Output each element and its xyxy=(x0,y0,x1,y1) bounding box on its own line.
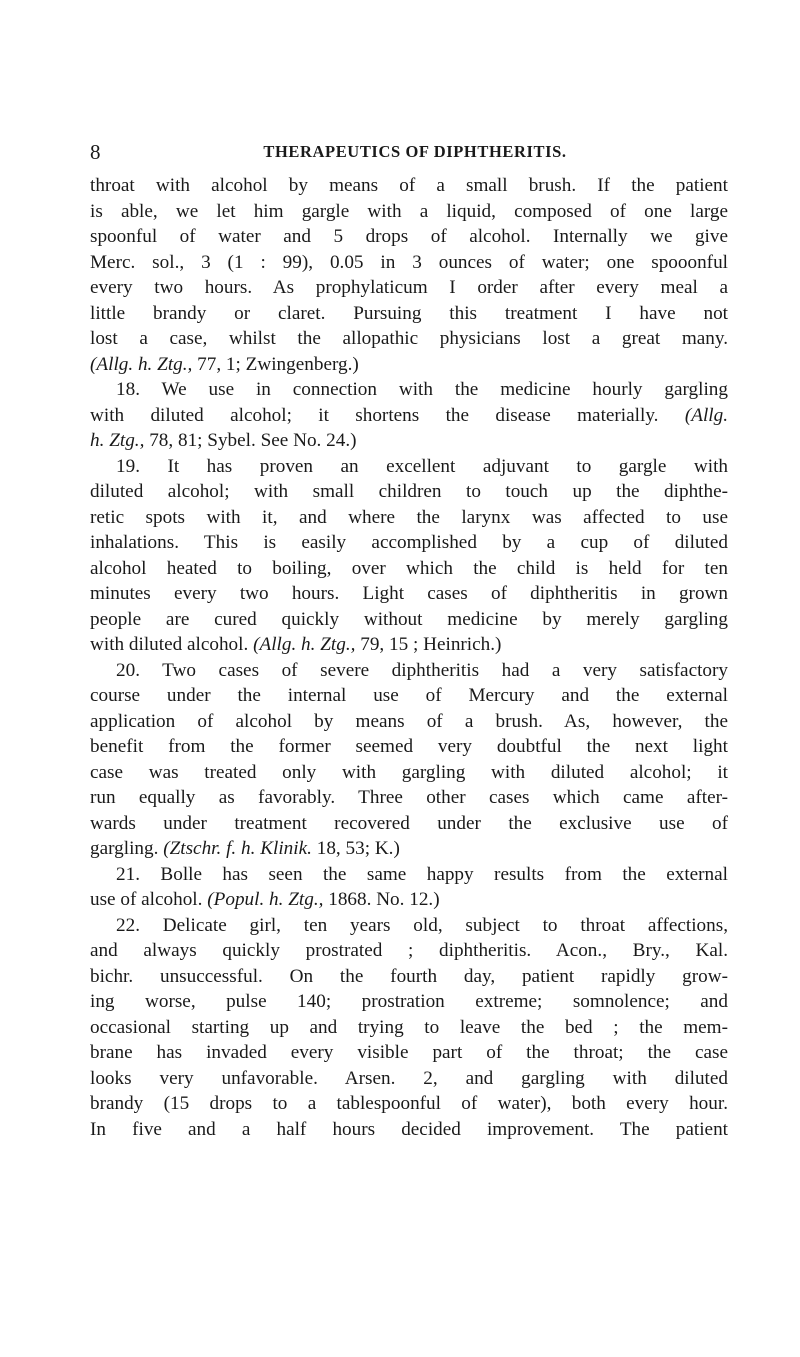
text-span: little brandy or claret. Pursuing this treatment I have not xyxy=(90,302,728,324)
text-span: 78, 81; Sybel. See No. 24.) xyxy=(144,430,357,451)
text-span: inhalations. This is easily accomplished by a cup of diluted xyxy=(90,532,728,553)
text-span: every two hours. As prophylaticum I order after every meal a xyxy=(90,277,728,298)
text-line xyxy=(90,556,728,582)
text-line xyxy=(90,352,728,378)
text-line xyxy=(90,1091,728,1117)
text-span: with diluted alcohol; it shortens the disease materially. xyxy=(90,404,685,426)
text-line xyxy=(90,683,728,709)
text-line xyxy=(90,632,728,658)
text-span: 22. Delicate girl, ten years old, subject to throat affections, xyxy=(116,914,728,936)
text-span: In five and a half hours decided improvement. The patient xyxy=(90,1118,728,1140)
text-span: and always quickly prostrated ; diphtheritis. Acon., Bry., Kal. xyxy=(90,940,728,961)
page-number: 8 xyxy=(90,140,101,164)
text-line xyxy=(90,224,728,250)
text-span: people are cured quickly without medicine by merely gargling xyxy=(90,608,728,630)
text-line xyxy=(90,275,728,301)
text-line xyxy=(90,301,728,327)
text-span: application of alcohol by means of a brush. As, however, the xyxy=(90,710,728,732)
text-span: 21. Bolle has seen the same happy results from the external xyxy=(116,863,728,885)
text-line xyxy=(90,607,728,633)
text-line xyxy=(90,505,728,531)
text-line xyxy=(90,989,728,1015)
text-span: ing worse, pulse 140; prostration extreme; somnolence; and xyxy=(90,991,728,1012)
text-span: 20. Two cases of severe diphtheritis had a very satisfactory xyxy=(116,659,728,681)
text-line xyxy=(90,964,728,990)
text-span: run equally as favorably. Three other cases which came after- xyxy=(90,787,728,808)
text-line xyxy=(90,403,728,429)
text-span: spoonful of water and 5 drops of alcohol. Internally we give xyxy=(90,226,728,247)
text-line xyxy=(90,760,728,786)
text-span: alcohol heated to boiling, over which the child is held for ten xyxy=(90,557,728,579)
text-line xyxy=(90,454,728,480)
text-span: retic spots with it, and where the larynx was affected to use xyxy=(90,506,728,528)
text-line xyxy=(90,734,728,760)
text-span: 1868. No. 12.) xyxy=(323,889,440,910)
text-span: course under the internal use of Mercury and the external xyxy=(90,685,728,706)
text-line xyxy=(90,1066,728,1092)
text-line xyxy=(90,1117,728,1143)
text-line xyxy=(90,811,728,837)
text-span: lost a case, whilst the allopathic physicians lost a great many. xyxy=(90,328,728,349)
text-span: brandy (15 drops to a tablespoonful of water), both every hour. xyxy=(90,1093,728,1114)
text-line xyxy=(90,785,728,811)
text-line xyxy=(90,428,728,454)
text-span: Merc. sol., 3 (1 : 99), 0.05 in 3 ounces of water; one spooonful xyxy=(90,251,728,273)
text-span: case was treated only with gargling with diluted alcohol; it xyxy=(90,761,728,783)
text-line xyxy=(90,1040,728,1066)
text-line xyxy=(90,862,728,888)
text-span: gargling. xyxy=(90,838,164,859)
text-span: occasional starting up and trying to leave the bed ; the mem- xyxy=(90,1016,728,1038)
text-span: diluted alcohol; with small children to touch up the diphthe- xyxy=(90,481,728,502)
text-span: throat with alcohol by means of a small brush. If the patient xyxy=(90,175,728,196)
citation-italic: (Allg. h. Ztg., xyxy=(253,634,356,655)
citation-italic: (Allg. h. Ztg., xyxy=(90,353,193,375)
text-line xyxy=(90,479,728,505)
citation-italic: (Ztschr. f. h. Klinik. xyxy=(163,838,312,859)
text-line xyxy=(90,581,728,607)
text-span: benefit from the former seemed very doubtful the next light xyxy=(90,736,728,757)
text-line xyxy=(90,887,728,913)
text-span: brane has invaded every visible part of the throat; the case xyxy=(90,1042,728,1063)
citation-italic: h. Ztg., xyxy=(90,430,145,451)
text-span: is able, we let him gargle with a liquid, composed of one large xyxy=(90,200,728,222)
text-span: looks very unfavorable. Arsen. 2, and gargling with diluted xyxy=(90,1067,728,1089)
text-span: wards under treatment recovered under the exclusive use of xyxy=(90,812,728,834)
text-span: 18, 53; K.) xyxy=(311,838,400,859)
text-span: use of alcohol. xyxy=(90,889,208,910)
text-line xyxy=(90,658,728,684)
text-line xyxy=(90,377,728,403)
text-line xyxy=(90,173,728,199)
text-span: bichr. unsuccessful. On the fourth day, patient rapidly grow- xyxy=(90,965,728,987)
citation-italic: (Popul. h. Ztg., xyxy=(207,889,324,910)
text-line xyxy=(90,326,728,352)
page-header xyxy=(90,137,740,167)
text-line xyxy=(90,1015,728,1041)
text-span: 79, 15 ; Heinrich.) xyxy=(355,634,502,655)
text-line xyxy=(90,530,728,556)
running-title: THERAPEUTICS OF DIPHTHERITIS. xyxy=(263,142,567,161)
text-line xyxy=(90,709,728,735)
text-span: minutes every two hours. Light cases of diphtheritis in grown xyxy=(90,583,728,604)
body-text xyxy=(90,173,728,1142)
text-line xyxy=(90,199,728,225)
text-span: with diluted alcohol. xyxy=(90,634,254,655)
text-line xyxy=(90,250,728,276)
text-line xyxy=(90,913,728,939)
text-line xyxy=(90,836,728,862)
text-line xyxy=(90,938,728,964)
text-span: 18. We use in connection with the medicine hourly gargling xyxy=(116,379,728,400)
citation-italic: (Allg. xyxy=(684,404,728,426)
text-span: 19. It has proven an excellent adjuvant to gargle with xyxy=(116,455,728,477)
text-span: 77, 1; Zwingenberg.) xyxy=(192,353,359,375)
